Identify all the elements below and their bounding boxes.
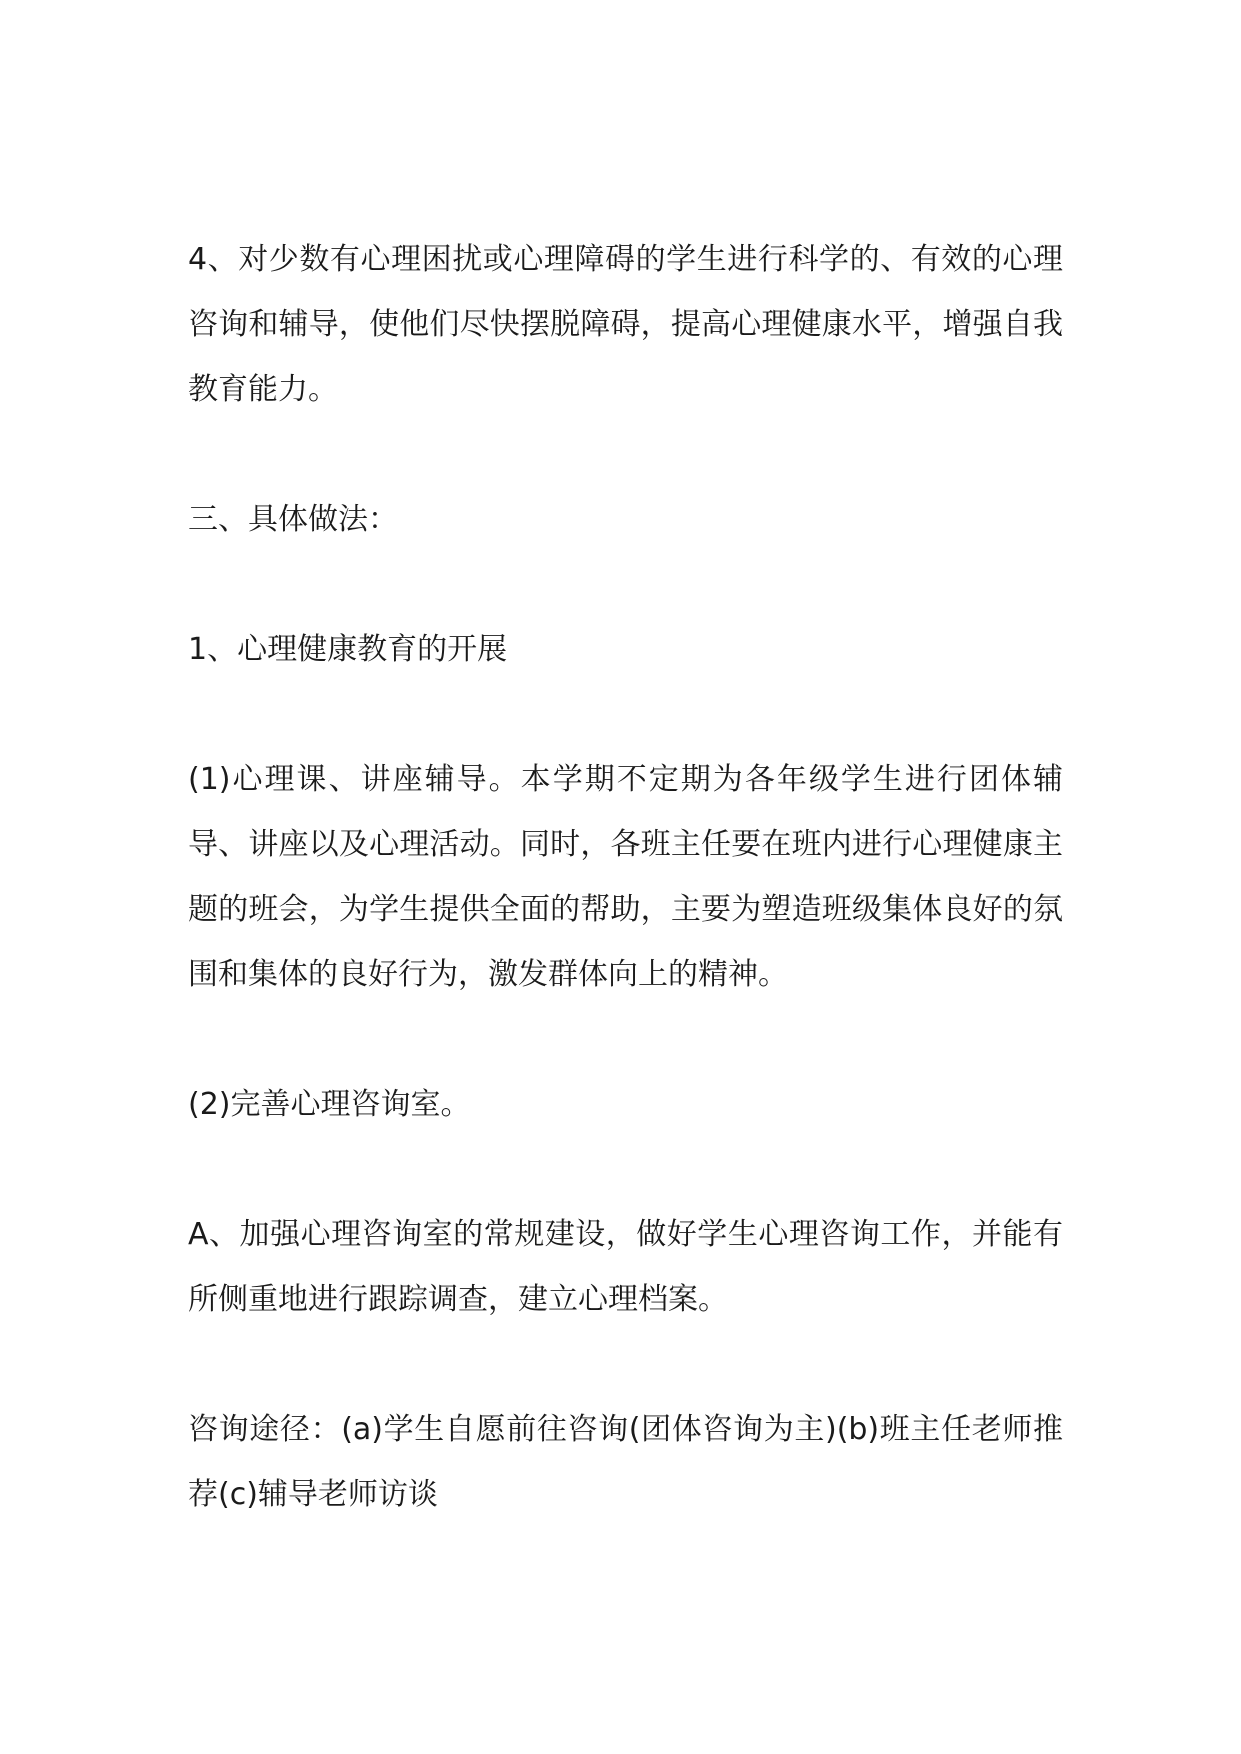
paragraph-routine-construction: A、加强心理咨询室的常规建设，做好学生心理咨询工作，并能有所侧重地进行跟踪调查，建立心理档案。 <box>188 1217 1063 1317</box>
paragraph-item-4-goal: 4、对少数有心理困扰或心理障碍的学生进行科学的、有效的心理咨询和辅导，使他们尽快摆脱障碍，提高心理健康水平，增强自我教育能力。 <box>188 242 1063 407</box>
document-body <box>188 227 1063 1527</box>
paragraph-lectures: (1)心理课、讲座辅导。本学期不定期为各年级学生进行团体辅导、讲座以及心理活动。同时，各班主任要在班内进行心理健康主题的班会，为学生提供全面的帮助，主要为塑造班级集体良好的氛围和集体的良好行为，激发群体向上的精神。 <box>188 762 1063 992</box>
section-heading-methods: 三、具体做法： <box>188 502 398 537</box>
paragraph-consultation-channels: 咨询途径：(a)学生自愿前往咨询(团体咨询为主)(b)班主任老师推荐(c)辅导老师访谈 <box>188 1412 1063 1512</box>
subheading-education: 1、心理健康教育的开展 <box>188 632 508 667</box>
paragraph-counseling-room: (2)完善心理咨询室。 <box>188 1087 471 1122</box>
